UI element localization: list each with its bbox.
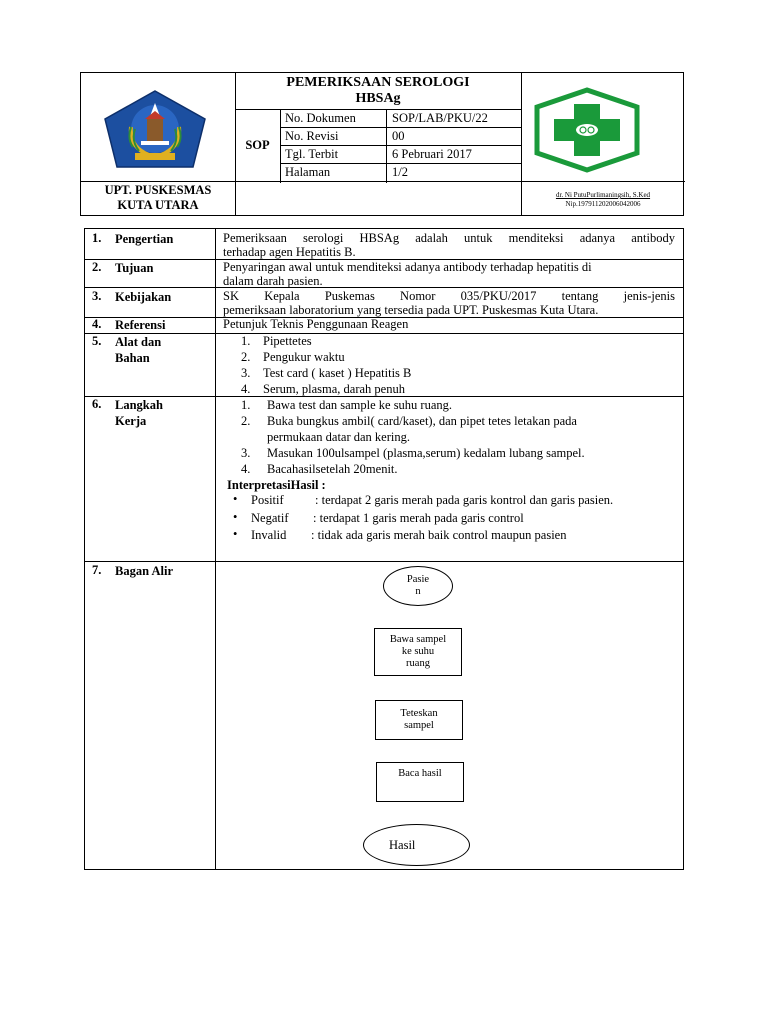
step-number: 1. xyxy=(241,398,251,412)
list-item-number: 4. xyxy=(241,382,251,396)
step-text: Buka bungkus ambil( card/kaset), dan pipet tetes letakan pada xyxy=(267,414,577,428)
step-number: 3. xyxy=(241,446,251,460)
section-label-kebijakan: Kebijakan xyxy=(115,290,172,304)
meta-label-document-number: No. Dokumen xyxy=(285,111,356,125)
header-divider xyxy=(235,181,521,182)
flow-node-text: sampel xyxy=(404,720,434,731)
flow-node-text: Pasie xyxy=(406,574,430,585)
bullet-icon: • xyxy=(233,492,238,506)
referensi-text: Petunjuk Teknis Penggunaan Reagen xyxy=(223,317,409,331)
meta-value-document-number: SOP/LAB/PKU/22 xyxy=(392,111,488,125)
list-item-number: 1. xyxy=(241,334,251,348)
meta-value-page: 1/2 xyxy=(392,165,408,179)
flow-node-read-result xyxy=(376,762,464,802)
section-label-alat-line2: Bahan xyxy=(115,351,150,365)
flow-node-text: Hasil xyxy=(389,838,416,852)
flow-node-result xyxy=(363,824,470,866)
interpretation-value-positive: : terdapat 2 garis merah pada garis kontrol dan garis pasien. xyxy=(315,493,614,507)
flow-node-text: n xyxy=(415,586,421,597)
section-number: 2. xyxy=(92,260,102,274)
regency-crest-icon xyxy=(101,89,209,171)
pengertian-text-line1: Pemeriksaan serologi HBSAg adalah untuk menditeksi adanya antibody xyxy=(223,231,675,245)
section-number: 4. xyxy=(92,317,102,331)
section-label-referensi: Referensi xyxy=(115,318,166,332)
flow-node-text: ke suhu xyxy=(401,646,435,657)
section-number: 1. xyxy=(92,231,102,245)
section-number: 6. xyxy=(92,397,102,411)
step-number: 2. xyxy=(241,414,251,428)
meta-label-revision: No. Revisi xyxy=(285,129,339,143)
signer-nip: Nip.197911202006042006 xyxy=(565,200,641,208)
sop-label: SOP xyxy=(245,138,270,152)
header-divider xyxy=(280,109,281,183)
step-text-continued: permukaan datar dan kering. xyxy=(267,430,410,444)
header-divider xyxy=(386,109,387,183)
table-column-divider xyxy=(215,229,216,869)
tujuan-text-line1: Penyaringan awal untuk menditeksi adanya antibody terhadap hepatitis di xyxy=(223,260,592,274)
document-title-line1: PEMERIKSAAN SEROLOGI xyxy=(286,75,470,90)
interpretation-value-invalid: : tidak ada garis merah baik control maupun pasien xyxy=(311,528,567,542)
kebijakan-text-line2: pemeriksaan laboratorium yang tersedia pada UPT. Puskesmas Kuta Utara. xyxy=(223,303,599,317)
step-text: Masukan 100ulsampel (plasma,serum) kedalam lubang sampel. xyxy=(267,446,585,460)
flow-node-text: Teteskan xyxy=(400,708,438,719)
interpretation-title: InterpretasiHasil : xyxy=(227,478,326,492)
interpretation-value-negative: : terdapat 1 garis merah pada garis control xyxy=(313,511,524,525)
list-item: Serum, plasma, darah penuh xyxy=(263,382,405,396)
flow-node-text: Baca hasil xyxy=(398,768,442,779)
signer-name: dr. Ni PutuPurlimaningsih, S.Ked xyxy=(555,191,651,199)
bullet-icon: • xyxy=(233,510,238,524)
section-label-bagan-alir: Bagan Alir xyxy=(115,564,173,578)
list-item: Pipettetes xyxy=(263,334,312,348)
table-row-divider xyxy=(85,561,683,562)
list-item: Pengukur waktu xyxy=(263,350,345,364)
interpretation-key-positive: Positif xyxy=(251,493,284,507)
meta-value-issue-date: 6 Pebruari 2017 xyxy=(392,147,472,161)
section-number: 3. xyxy=(92,289,102,303)
flow-node-text: ruang xyxy=(406,658,430,669)
section-label-tujuan: Tujuan xyxy=(115,261,154,275)
table-row-divider xyxy=(85,333,683,334)
step-number: 4. xyxy=(241,462,251,476)
list-item-number: 3. xyxy=(241,366,251,380)
meta-label-issue-date: Tgl. Terbit xyxy=(285,147,339,161)
step-text: Bacahasilsetelah 20menit. xyxy=(267,462,398,476)
interpretation-key-invalid: Invalid xyxy=(251,528,287,542)
meta-value-revision: 00 xyxy=(392,129,405,143)
section-number: 5. xyxy=(92,334,102,348)
organization-name-line2: KUTA UTARA xyxy=(117,198,199,212)
step-text: Bawa test dan sample ke suhu ruang. xyxy=(267,398,453,412)
kebijakan-text-line1: SK Kepala Puskemas Nomor 035/PKU/2017 tentang jenis-jenis xyxy=(223,289,675,303)
flow-node-text: Bawa sampel xyxy=(389,634,447,645)
document-title-line2: HBSAg xyxy=(355,91,401,106)
puskesmas-cross-icon xyxy=(527,87,647,173)
table-row-divider xyxy=(85,287,683,288)
pengertian-text-line2: terhadap agen Hepatitis B. xyxy=(223,245,356,259)
header-divider xyxy=(521,181,685,182)
meta-label-page: Halaman xyxy=(285,165,331,179)
bullet-icon: • xyxy=(233,527,238,541)
section-label-pengertian: Pengertian xyxy=(115,232,174,246)
flow-node-drip-sample xyxy=(375,700,463,740)
flow-node-bring-sample xyxy=(374,628,462,676)
document-header xyxy=(80,72,684,216)
section-label-langkah-line1: Langkah xyxy=(115,398,163,412)
tujuan-text-line2: dalam darah pasien. xyxy=(223,274,323,288)
section-number: 7. xyxy=(92,563,102,577)
flow-node-patient xyxy=(383,566,453,606)
header-divider xyxy=(81,181,235,182)
organization-name-line1: UPT. PUSKESMAS xyxy=(104,183,212,197)
section-label-alat-line1: Alat dan xyxy=(115,335,162,349)
list-item-number: 2. xyxy=(241,350,251,364)
section-label-langkah-line2: Kerja xyxy=(115,414,147,428)
interpretation-key-negative: Negatif xyxy=(251,511,289,525)
list-item: Test card ( kaset ) Hepatitis B xyxy=(263,366,412,380)
